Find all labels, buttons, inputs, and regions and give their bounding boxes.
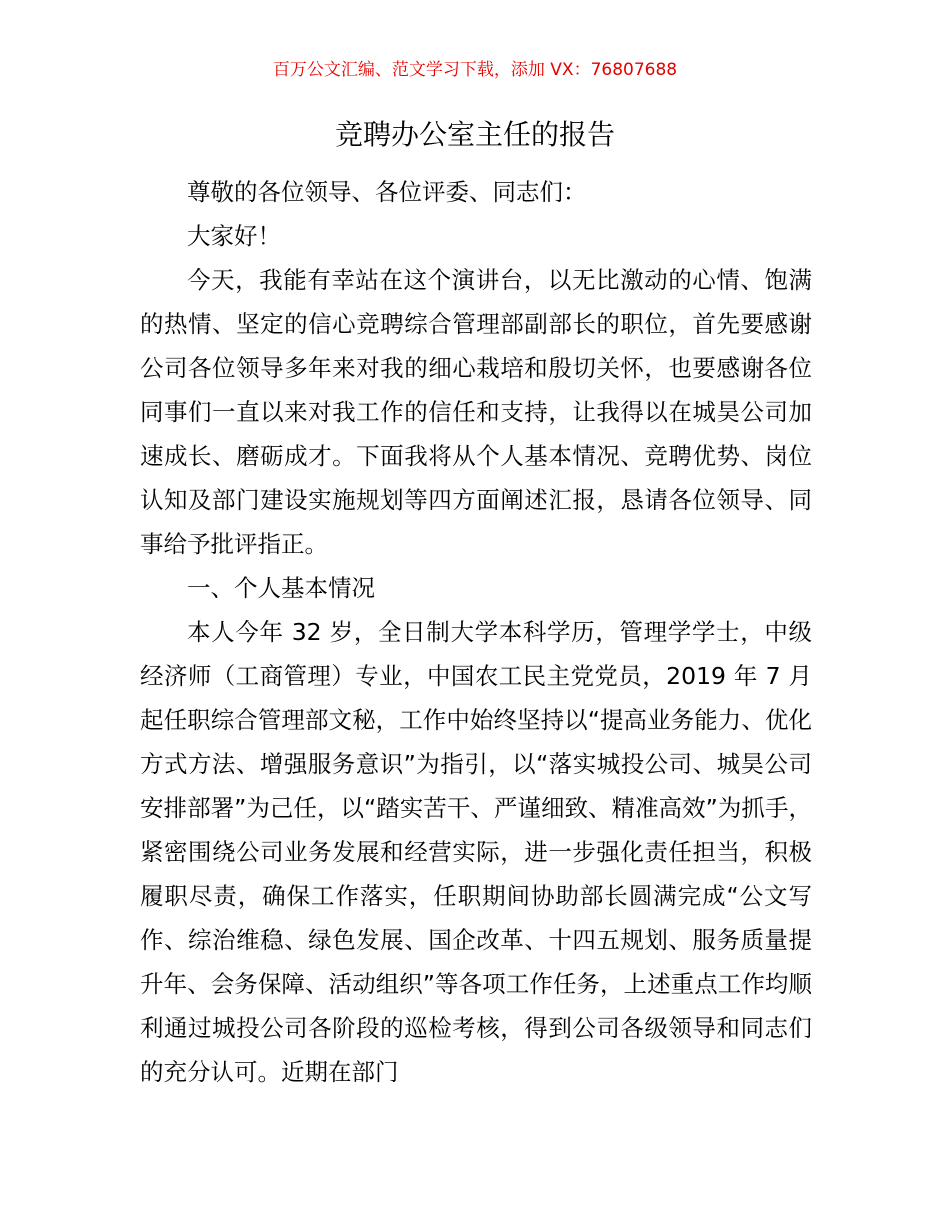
section-heading: 一、个人基本情况 [187, 574, 375, 602]
intro-paragraph: 今天，我能有幸站在这个演讲台，以无比激动的心情、饱满的热情、坚定的信心竞聘综合管理部副部长的职位，首先要感谢公司各位领导多年来对我的细心栽培和殷切关怀，也要感谢各位同事们一直以来对我工作的信任和支持，让我得以在城昊公司加速成长、磨砺成才。下面我将从个人基本情况、竞聘优势、岗位认知及部门建设实施规划等四方面阐述汇报，恳请各位领导、同事给予批评指正。 [140, 266, 812, 558]
document-body [140, 170, 812, 1094]
header-banner: 百万公文汇编、范文学习下载，添加 VX：76807688 [272, 60, 678, 80]
greeting-paragraph: 大家好！ [187, 222, 281, 250]
personal-info-paragraph: 本人今年 32 岁，全日制大学本科学历，管理学学士，中级经济师（工商管理）专业，中国农工民主党党员，2019 年 7 月起任职综合管理部文秘，工作中始终坚持以“提高业务能力、优化方式方法、增强服务意识”为指引，以“落实城投公司、城昊公司安排部署”为己任，以“踏实苦干、严谨细致、精准高效”为抓手，紧密围绕公司业务发展和经营实际，进一步强化责任担当，积极履职尽责，确保工作落实，任职期间协助部长圆满完成“公文写作、综治维稳、绿色发展、国企改革、十四五规划、服务质量提升年、会务保障、活动组织”等各项工作任务，上述重点工作均顺利通过城投公司各阶段的巡检考核，得到公司各级领导和同志们的充分认可。近期在部门 [140, 618, 812, 1086]
salutation-paragraph: 尊敬的各位领导、各位评委、同志们： [187, 178, 587, 206]
document-title: 竞聘办公室主任的报告 [334, 118, 615, 151]
